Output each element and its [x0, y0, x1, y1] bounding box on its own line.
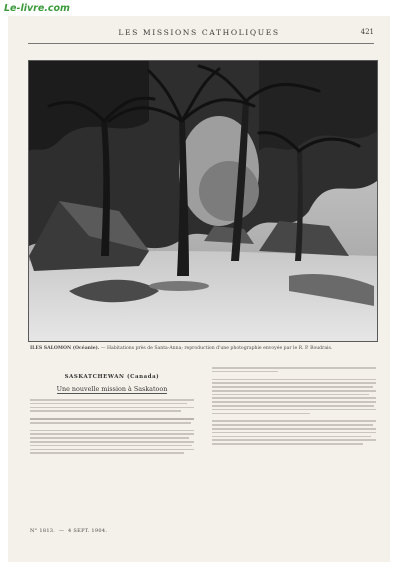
caption-text: — Habitations près de Santa-Anna; reproduction d'une photographie envoyée par le R. P. Boudrais. — [100, 346, 333, 351]
site-watermark: Le-livre.com — [4, 3, 70, 14]
palm-village-engraving — [29, 61, 377, 341]
header-rule — [28, 43, 374, 44]
right-column — [212, 361, 376, 447]
section-title: SASKATCHEWAN (Canada) — [64, 374, 160, 380]
page-header — [8, 28, 390, 40]
issue-date: 4 SEPT. 1904. — [68, 528, 108, 534]
magazine-page — [8, 16, 390, 562]
right-column-text — [212, 367, 376, 445]
issue-number: N° 1813. — [30, 528, 56, 534]
caption-heading: ILES SALOMON (Océanie). — [30, 346, 100, 351]
article-title-text: Une nouvelle mission à Saskatoon — [56, 385, 168, 393]
illustration-photo — [28, 60, 378, 342]
article-title — [30, 385, 194, 393]
page-footer: N° 1813. — 4 SEPT. 1904. — [30, 528, 108, 534]
page-number: 421 — [360, 28, 374, 36]
left-column-text — [30, 399, 194, 454]
publication-title: LES MISSIONS CATHOLIQUES — [118, 28, 280, 37]
left-column — [30, 366, 194, 456]
photo-caption — [30, 346, 374, 352]
